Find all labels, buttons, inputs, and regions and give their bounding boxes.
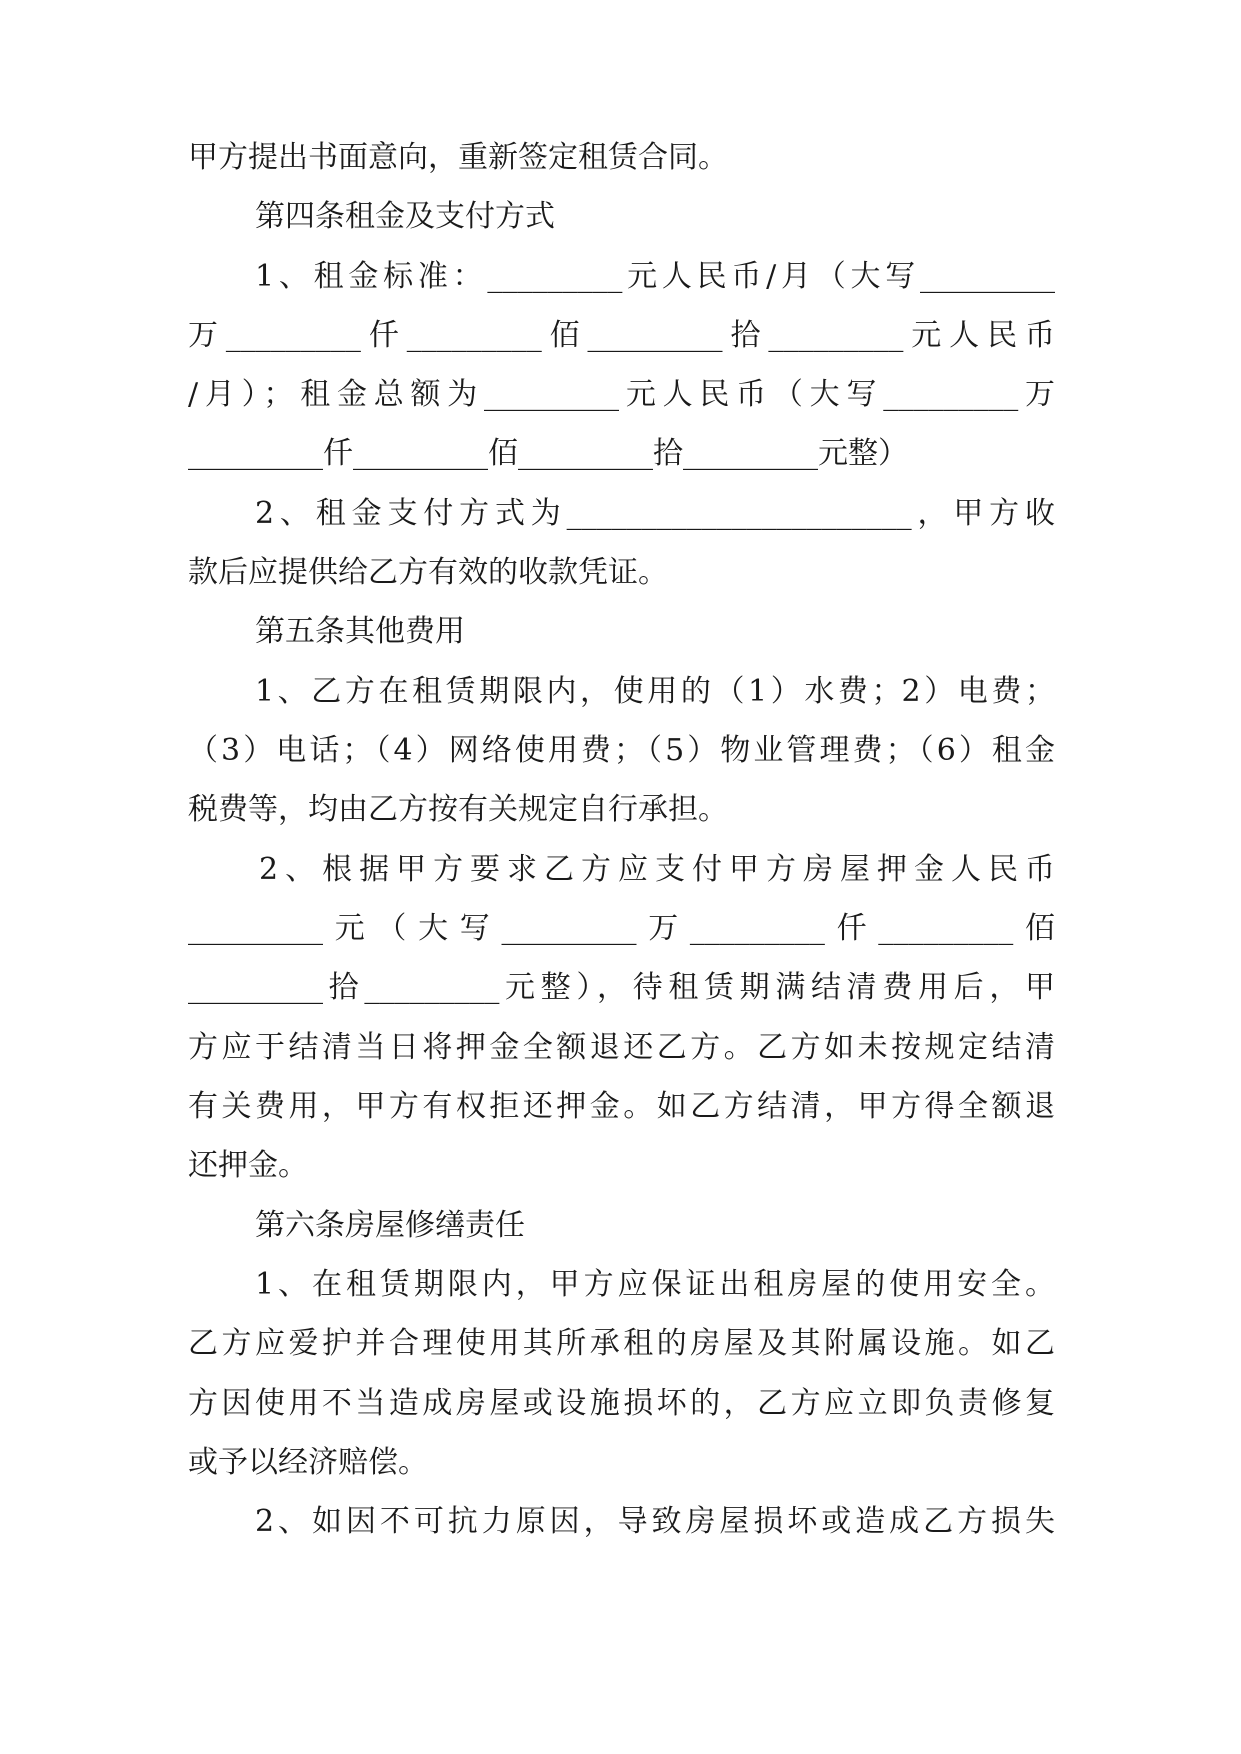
text-line: 乙方应爱护并合理使用其所承租的房屋及其附属设施。如乙 bbox=[188, 1326, 1055, 1361]
text-line: 有关费用，甲方有权拒还押金。如乙方结清，甲方得全额退 bbox=[188, 1089, 1055, 1124]
section-heading: 第五条其他费用 bbox=[255, 614, 465, 649]
text-line: _________元（大写_________万_________仟_________佰 bbox=[188, 911, 1055, 946]
text-line: 款后应提供给乙方有效的收款凭证。 bbox=[188, 555, 668, 590]
text-line: 1、租金标准：_________元人民币/月（大写_________ bbox=[255, 259, 1055, 294]
text-line: _________仟_________佰_________拾_________元整） bbox=[188, 436, 908, 471]
text-line: 税费等，均由乙方按有关规定自行承担。 bbox=[188, 792, 728, 827]
text-line: 方因使用不当造成房屋或设施损坏的，乙方应立即负责修复 bbox=[188, 1386, 1055, 1421]
text-line: 2、根据甲方要求乙方应支付甲方房屋押金人民币 bbox=[259, 852, 1055, 887]
text-line: 2、如因不可抗力原因，导致房屋损坏或造成乙方损失 bbox=[255, 1504, 1055, 1539]
text-line: 1、乙方在租赁期限内，使用的（1）水费；2）电费； bbox=[255, 674, 1055, 709]
text-line: 万_________仟_________佰_________拾_________元人民币 bbox=[188, 318, 1055, 353]
text-line: 还押金。 bbox=[188, 1148, 308, 1183]
text-line: 2、租金支付方式为_______________________，甲方收 bbox=[255, 496, 1055, 531]
text-line: （3）电话；（4）网络使用费；（5）物业管理费；（6）租金 bbox=[188, 733, 1055, 768]
text-line: 或予以经济赔偿。 bbox=[188, 1445, 428, 1480]
text-line: 方应于结清当日将押金全额退还乙方。乙方如未按规定结清 bbox=[188, 1030, 1055, 1065]
text-line: 甲方提出书面意向，重新签定租赁合同。 bbox=[188, 140, 728, 175]
section-heading: 第六条房屋修缮责任 bbox=[255, 1208, 525, 1243]
text-line: /月）；租金总额为_________元人民币（大写_________万 bbox=[188, 377, 1055, 412]
section-heading: 第四条租金及支付方式 bbox=[255, 199, 555, 234]
text-line: 1、在租赁期限内，甲方应保证出租房屋的使用安全。 bbox=[255, 1267, 1055, 1302]
text-line: _________拾_________元整），待租赁期满结清费用后，甲 bbox=[188, 970, 1055, 1005]
